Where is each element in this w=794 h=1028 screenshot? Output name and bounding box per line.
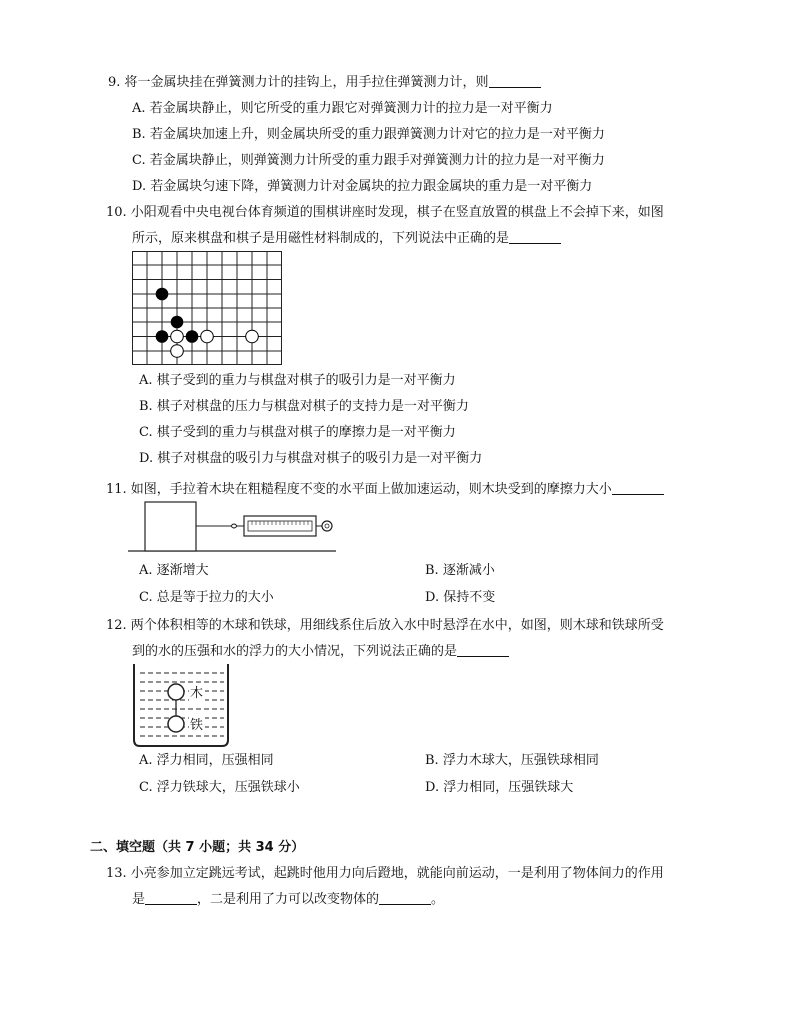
question-13-line1: 13. 小亮参加立定跳远考试，起跳时他用力向后蹬地，就能向前运动，一是利用了物体间力的作用 bbox=[106, 866, 664, 881]
go-board-grid bbox=[132, 251, 282, 365]
water-container-figure bbox=[132, 664, 232, 748]
question-12 bbox=[106, 613, 712, 665]
white-stone bbox=[201, 330, 214, 343]
option-a: A. 逐渐增大 bbox=[139, 563, 209, 578]
wood-ball bbox=[168, 684, 184, 700]
black-stone bbox=[156, 330, 169, 343]
block-and-spring-scale-figure bbox=[128, 499, 338, 557]
option-d: D. 保持不变 bbox=[425, 590, 496, 605]
question-10-options bbox=[112, 368, 712, 472]
question-9 bbox=[108, 70, 712, 200]
option-d: D. 若金属块匀速下降，弹簧测力计对金属块的拉力跟金属块的重力是一对平衡力 bbox=[132, 179, 593, 194]
question-10-stem-line1: 10. 小阳观看中央电视台体育频道的围棋讲座时发现，棋子在竖直放置的棋盘上不会掉下来，如图 bbox=[106, 205, 664, 220]
option-b: B. 若金属块加速上升，则金属块所受的重力跟弹簧测力计对它的拉力是一对平衡力 bbox=[132, 127, 605, 142]
black-stone bbox=[156, 288, 169, 301]
option-c: C. 浮力铁球大，压强铁球小 bbox=[139, 780, 300, 795]
scale-hook bbox=[231, 524, 244, 528]
option-b: B. 浮力木球大，压强铁球相同 bbox=[425, 753, 599, 768]
option-d: D. 浮力相同，压强铁球大 bbox=[425, 780, 574, 795]
answer-blank bbox=[457, 642, 509, 657]
question-10 bbox=[106, 200, 712, 252]
white-stone bbox=[171, 330, 184, 343]
section-title: 二、填空题（共 7 小题；共 34 分） bbox=[90, 840, 305, 855]
answer-blank bbox=[489, 73, 541, 88]
black-stone bbox=[171, 316, 184, 329]
question-12-stem-line1: 12. 两个体积相等的木球和铁球，用细线系住后放入水中时悬浮在水中，如图，则木球和铁球所受 bbox=[106, 618, 664, 633]
option-a: A. 若金属块静止，则它所受的重力跟它对弹簧测力计的拉力是一对平衡力 bbox=[132, 101, 553, 116]
spring-scale-body bbox=[244, 516, 316, 536]
answer-blank bbox=[509, 229, 561, 244]
black-stone bbox=[186, 330, 199, 343]
container bbox=[134, 664, 228, 746]
option-b: B. 逐渐减小 bbox=[425, 563, 495, 578]
option-c: C. 总是等于拉力的大小 bbox=[139, 590, 274, 605]
question-13-line2: 是 ，二是利用了力可以改变物体的 。 bbox=[132, 892, 445, 907]
scale-ring-inner bbox=[325, 524, 329, 528]
wooden-block bbox=[145, 502, 196, 551]
answer-blank bbox=[379, 890, 431, 905]
wood-label: 木 bbox=[190, 686, 204, 701]
answer-blank bbox=[612, 480, 664, 495]
white-stone bbox=[171, 345, 184, 358]
option-c: C. 棋子受到的重力与棋盘对棋子的摩擦力是一对平衡力 bbox=[139, 425, 456, 440]
iron-label: 铁 bbox=[190, 718, 204, 733]
go-board-figure bbox=[132, 251, 282, 365]
option-a: A. 浮力相同，压强相同 bbox=[139, 753, 274, 768]
option-a: A. 棋子受到的重力与棋盘对棋子的吸引力是一对平衡力 bbox=[139, 373, 456, 388]
option-d: D. 棋子对棋盘的吸引力与棋盘对棋子的吸引力是一对平衡力 bbox=[139, 451, 483, 466]
iron-ball bbox=[168, 716, 184, 732]
answer-blank bbox=[145, 890, 197, 905]
question-11-stem: 11. 如图，手拉着木块在粗糙程度不变的水平面上做加速运动，则木块受到的摩擦力大小 bbox=[106, 477, 712, 503]
question-9-stem: 9. 将一金属块挂在弹簧测力计的挂钩上，用手拉住弹簧测力计，则 bbox=[108, 70, 712, 96]
question-13 bbox=[106, 861, 712, 913]
question-10-stem-line2: 所示，原来棋盘和棋子是用磁性材料制成的，下列说法中正确的是 bbox=[132, 226, 712, 252]
white-stone bbox=[246, 330, 259, 343]
question-12-stem-line2: 到的水的压强和水的浮力的大小情况，下列说法正确的是 bbox=[132, 639, 712, 665]
option-c: C. 若金属块静止，则弹簧测力计所受的重力跟手对弹簧测力计的拉力是一对平衡力 bbox=[132, 153, 605, 168]
option-b: B. 棋子对棋盘的压力与棋盘对棋子的支持力是一对平衡力 bbox=[139, 399, 469, 414]
